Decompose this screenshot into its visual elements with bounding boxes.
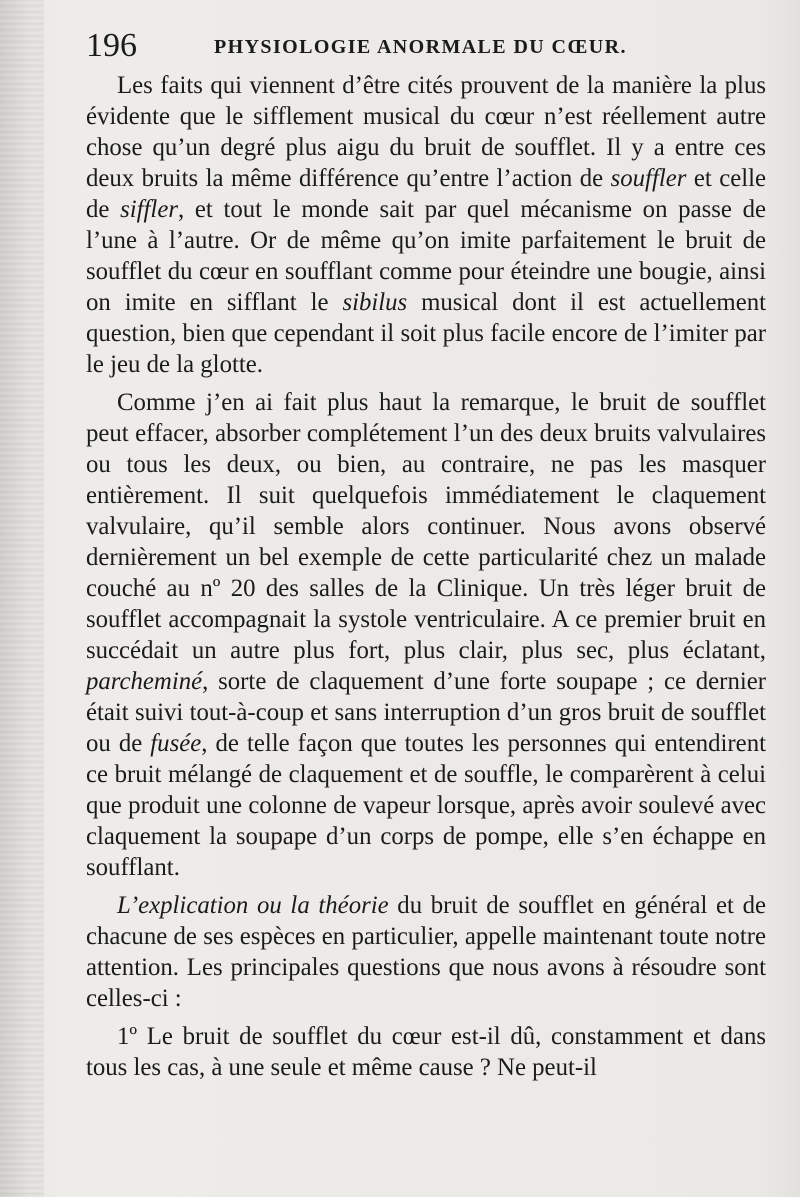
paragraph: Comme j’en ai fait plus haut la remarque, le bruit de soufflet peut effacer, absorber complétement l’un des deux bruits valvulaires ou tous les deux, ou bien, au contraire, ne pas les masquer entièrement. Il suit quelquefois immédiatement le claquement valvulaire, qu’il semble alors continuer. Nous avons observé dernièrement un bel exemple de cette particularité chez un malade couché au nº 20 des salles de la Clinique. Un très léger bruit de soufflet accompagnait la systole ventriculaire. A ce premier bruit en succédait un autre plus fort, plus clair, plus sec, plus éclatant, parcheminé, sorte de claquement d’une forte soupape ; ce dernier était suivi tout-à-coup et sans interruption d’un gros bruit de soufflet ou de fusée, de telle façon que toutes les personnes qui entendirent ce bruit mélangé de claquement et de souffle, le comparèrent à celui que produit une colonne de vapeur lorsque, après avoir soulevé avec claquement la soupape d’un corps de pompe, elle s’en échappe en soufflant.: [86, 389, 766, 881]
paragraph: 1º Le bruit de soufflet du cœur est-il dû, constamment et dans tous les cas, à une seule et même cause ? Ne peut-il: [86, 1023, 766, 1081]
paragraph: Les faits qui viennent d’être cités prouvent de la manière la plus évidente que le sifflement musical du cœur n’est réellement autre chose qu’un degré plus aigu du bruit de soufflet. Il y a entre ces deux bruits la même différence qu’entre l’action de souffler et celle de siffler, et tout le monde sait par quel mécanisme on passe de l’une à l’autre. Or de même qu’on imite parfaitement le bruit de soufflet du cœur en soufflant comme pour éteindre une bougie, ainsi on imite en sifflant le sibilus musical dont il est actuellement question, bien que cependant il soit plus facile encore de l’imiter par le jeu de la glotte.: [86, 72, 766, 378]
running-head: PHYSIOLOGIE ANORMALE DU CŒUR.: [214, 36, 627, 58]
page-number: 196: [86, 27, 137, 64]
body-text: [86, 70, 766, 1083]
paragraph: L’explication ou la théorie du bruit de soufflet en général et de chacune de ses espèces en particulier, appelle maintenant toute notre attention. Les principales questions que nous avons à résoudre sont celles-ci :: [86, 892, 767, 1012]
page-gutter-shadow: [0, 0, 44, 1197]
page-header: [86, 26, 766, 66]
